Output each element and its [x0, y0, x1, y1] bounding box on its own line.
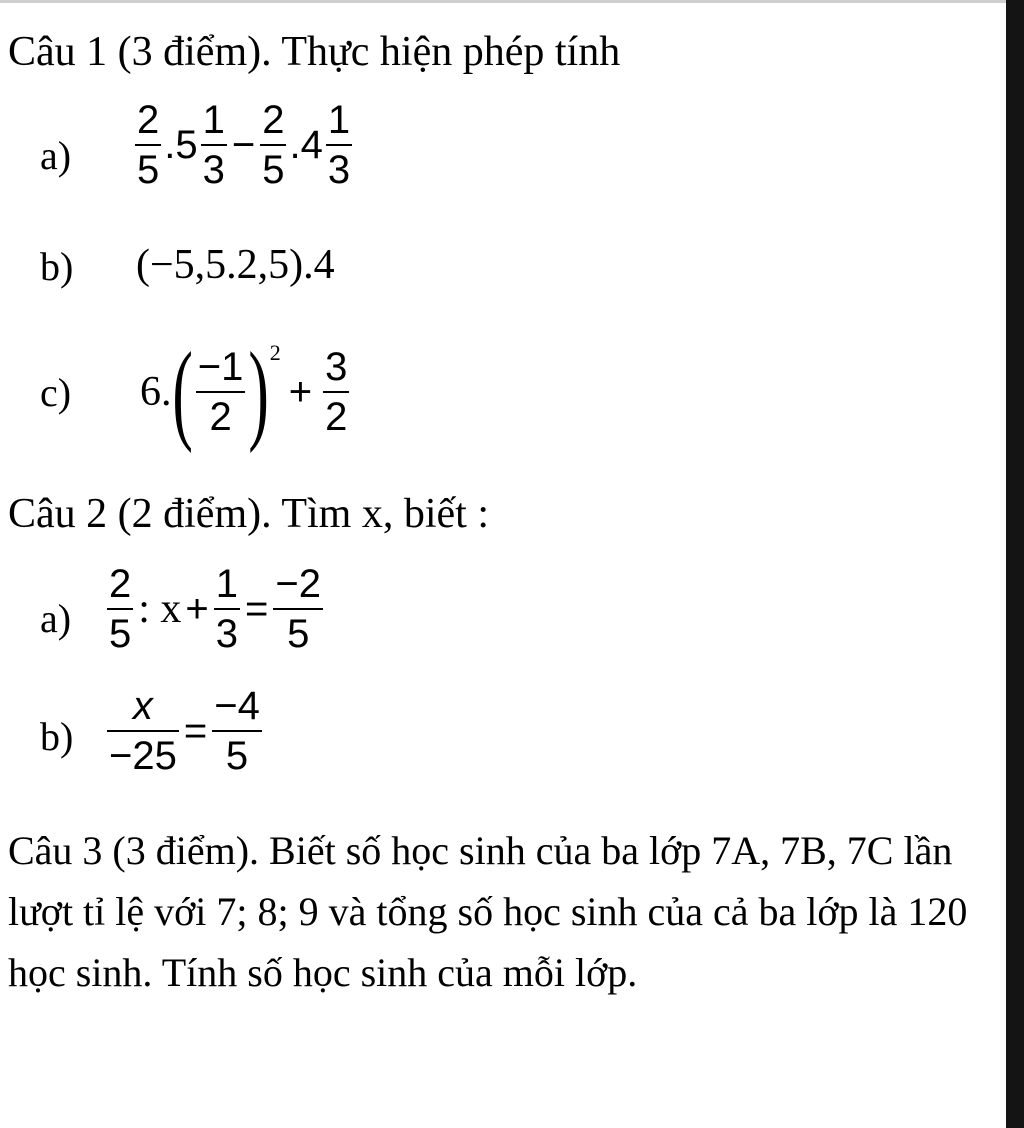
denominator: 2 [209, 395, 232, 439]
denominator: 5 [137, 148, 160, 192]
colon-x: : x [138, 586, 182, 632]
numerator: 2 [262, 98, 285, 142]
minus-sign: − [231, 122, 256, 167]
denominator: 3 [215, 612, 239, 656]
fraction [214, 562, 240, 656]
numerator: 3 [325, 345, 348, 389]
numerator: −2 [275, 562, 321, 606]
coefficient: 6. [140, 369, 172, 415]
q2-title: Câu 2 (2 điểm). Tìm x, biết : [8, 491, 489, 537]
q1-c-expression [140, 330, 352, 454]
denominator: 5 [262, 148, 285, 192]
fraction [323, 345, 349, 439]
q1-b-expression: (−5,5.2,5).4 [136, 242, 335, 288]
q2-a-label: a) [40, 596, 72, 641]
q1-b-label: b) [40, 244, 74, 289]
q3-text: Câu 3 (3 điểm). Biết số học sinh của ba lớp 7A, 7B, 7C lần lượt tỉ lệ với 7; 8; 9 và tổng số học sinh của cả ba lớp là 120 học sinh. Tính số học sinh của mỗi lớp. [8, 828, 968, 995]
q2-b-expression [104, 684, 265, 778]
fraction [260, 98, 286, 192]
q1-a-label: a) [40, 133, 72, 178]
numerator: 1 [202, 98, 225, 142]
denominator: 2 [325, 395, 348, 439]
numerator: −1 [197, 345, 244, 389]
numerator: 1 [327, 98, 351, 142]
denominator: 5 [109, 612, 132, 656]
right-border [1006, 0, 1024, 1128]
fraction [107, 684, 179, 778]
mixed-whole: .4 [289, 122, 323, 167]
denominator: 5 [225, 734, 249, 778]
numerator: 1 [215, 562, 239, 606]
fraction [212, 684, 262, 778]
numerator: x [132, 684, 153, 728]
numerator: −4 [214, 684, 260, 728]
denominator: 3 [202, 148, 225, 192]
fraction [326, 98, 352, 192]
top-border [0, 0, 1010, 3]
numerator: 2 [109, 562, 132, 606]
fraction [196, 345, 246, 439]
numerator: 2 [137, 98, 160, 142]
plus-sign: + [185, 586, 209, 631]
left-paren: ( [171, 330, 193, 454]
exponent: 2 [269, 340, 281, 365]
q2-b-label: b) [40, 714, 74, 759]
q2-a-expression [104, 562, 326, 656]
fraction [201, 98, 227, 192]
denominator: −25 [109, 734, 177, 778]
q1-a-expression [132, 98, 355, 192]
denominator: 3 [327, 148, 351, 192]
denominator: 5 [287, 612, 310, 656]
plus-sign: + [288, 369, 313, 414]
q1-c-label: c) [40, 370, 72, 415]
q1-title: Câu 1 (3 điểm). Thực hiện phép tính [8, 29, 621, 75]
fraction [107, 562, 133, 656]
mixed-whole: .5 [164, 122, 198, 167]
fraction [135, 98, 161, 192]
fraction [273, 562, 323, 656]
equals-sign: = [183, 708, 208, 753]
right-paren: ) [248, 330, 270, 454]
equals-sign: = [245, 586, 269, 631]
